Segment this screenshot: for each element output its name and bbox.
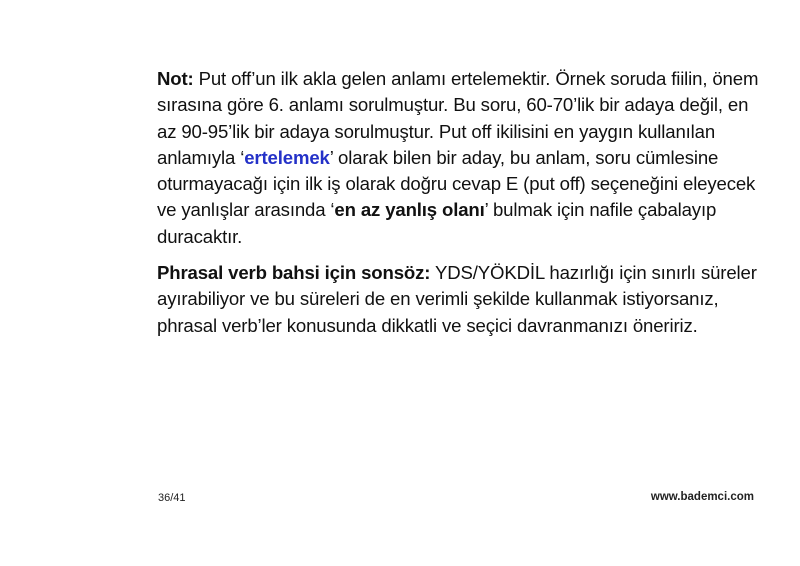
note-text-part-3: ’ bulmak için nafile çabalayıp duracaktır. bbox=[157, 199, 717, 247]
website-link: www.bademci.com bbox=[650, 491, 754, 503]
afterword-text: YDS/YÖKDİL hazırlığı için sınırlı süreler ayırabiliyor ve bu süreleri de en verimli şekilde kullanmak istiyorsanız, phrasal verb’ler konusunda dikkatli ve seçici davranmanızı öneririz. bbox=[157, 262, 757, 336]
afterword-paragraph bbox=[157, 260, 763, 339]
page-body bbox=[157, 66, 763, 339]
afterword-label: Phrasal verb bahsi için sonsöz: bbox=[157, 262, 431, 284]
page-number: 36/41 bbox=[158, 492, 186, 504]
highlighted-word: ertelemek bbox=[244, 146, 330, 168]
note-label: Not: bbox=[157, 68, 194, 89]
note-paragraph bbox=[157, 66, 763, 250]
bold-phrase: en az yanlış olanı bbox=[334, 199, 485, 221]
note-text-part-2: ’ olarak bilen bir aday, bu anlam, soru cümlesine oturmayacağı için ilk iş olarak doğru cevap E (put off) seçeneğini eleyecek ve yanlışlar arasında ‘ bbox=[157, 146, 756, 221]
note-text-part-1: Put off’un ilk akla gelen anlamı ertelemektir. Örnek soruda fiilin, önem sırasına göre 6. anlamı sorulmuştur. Bu soru, 60-70’lik bir adaya değil, en az 90-95’lik bir adaya sorulmuştur. Put off ikilisini en yaygın kullanılan anlamıyla ‘ bbox=[157, 68, 759, 168]
